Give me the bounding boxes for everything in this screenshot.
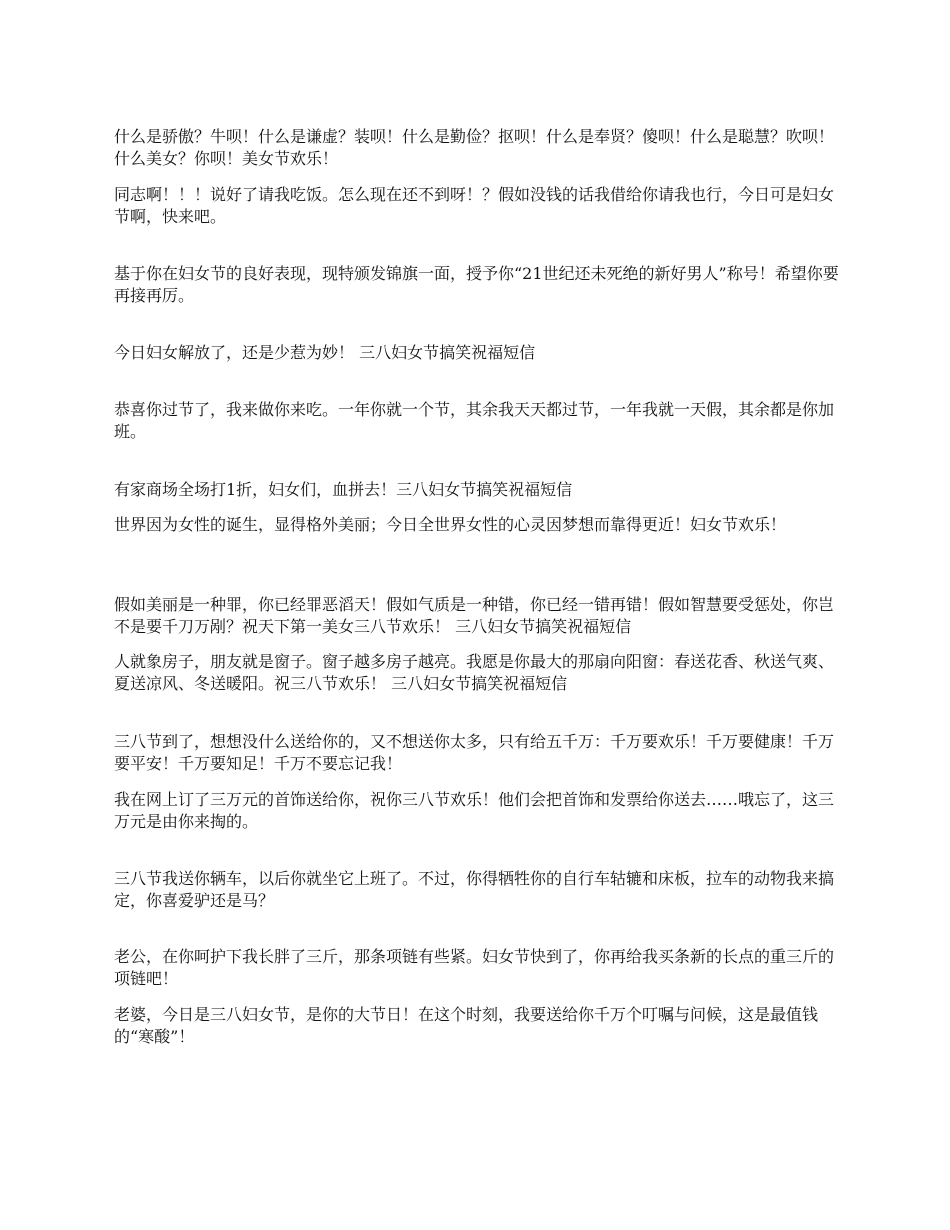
paragraph-7: 世界因为女性的诞生，显得格外美丽；今日全世界女性的心灵因梦想而靠得更近！妇女节欢乐！ (114, 515, 787, 534)
paragraph-8: 假如美丽是一种罪，你已经罪恶滔天！假如气质是一种错，你已经一错再错！假如智慧要受惩处，你岂不是要千刀万剐？祝天下第一美女三八节欢乐！ 三八妇女节搞笑祝福短信 (114, 595, 835, 636)
paragraph-14: 老婆，今日是三八妇女节，是你的大节日！在这个时刻，我要送给你千万个叮嘱与问候，这是最值钱的“寒酸”！ (114, 1005, 819, 1046)
paragraph-1: 什么是骄傲？牛呗！什么是谦虚？装呗！什么是勤俭？抠呗！什么是奉贤？傻呗！什么是聪慧？吹呗！什么美女？你呗！美女节欢乐！ (114, 127, 835, 168)
paragraph-6: 有家商场全场打1折，妇女们，血拼去！三八妇女节搞笑祝福短信 (114, 480, 573, 499)
paragraph-4: 今日妇女解放了，还是少惹为妙！ 三八妇女节搞笑祝福短信 (114, 343, 536, 362)
paragraph-9: 人就象房子，朋友就是窗子。窗子越多房子越亮。我愿是你最大的那扇向阳窗：春送花香、秋送气爽、夏送凉风、冬送暖阳。祝三八节欢乐！ 三八妇女节搞笑祝福短信 (114, 652, 835, 693)
paragraph-11: 我在网上订了三万元的首饰送给你，祝你三八节欢乐！他们会把首饰和发票给你送去……哦忘了，这三万元是由你来掏的。 (114, 790, 835, 831)
paragraph-2: 同志啊！！！说好了请我吃饭。怎么现在还不到呀！？假如没钱的话我借给你请我也行，今日可是妇女节啊，快来吧。 (114, 185, 835, 226)
paragraph-13: 老公，在你呵护下我长胖了三斤，那条项链有些紧。妇女节快到了，你再给我买条新的长点的重三斤的项链吧！ (114, 947, 835, 988)
paragraph-12: 三八节我送你辆车，以后你就坐它上班了。不过，你得牺牲你的自行车轱辘和床板，拉车的动物我来搞定，你喜爱驴还是马？ (114, 869, 835, 910)
paragraph-3: 基于你在妇女节的良好表现，现特颁发锦旗一面，授予你“21世纪还未死绝的新好男人”称号！希望你要再接再厉。 (114, 264, 839, 305)
paragraph-5: 恭喜你过节了，我来做你来吃。一年你就一个节，其余我天天都过节，一年我就一天假，其余都是你加班。 (114, 400, 835, 441)
paragraph-10: 三八节到了，想想没什么送给你的，又不想送你太多，只有给五千万：千万要欢乐！千万要健康！千万要平安！千万要知足！千万不要忘记我！ (114, 732, 835, 773)
